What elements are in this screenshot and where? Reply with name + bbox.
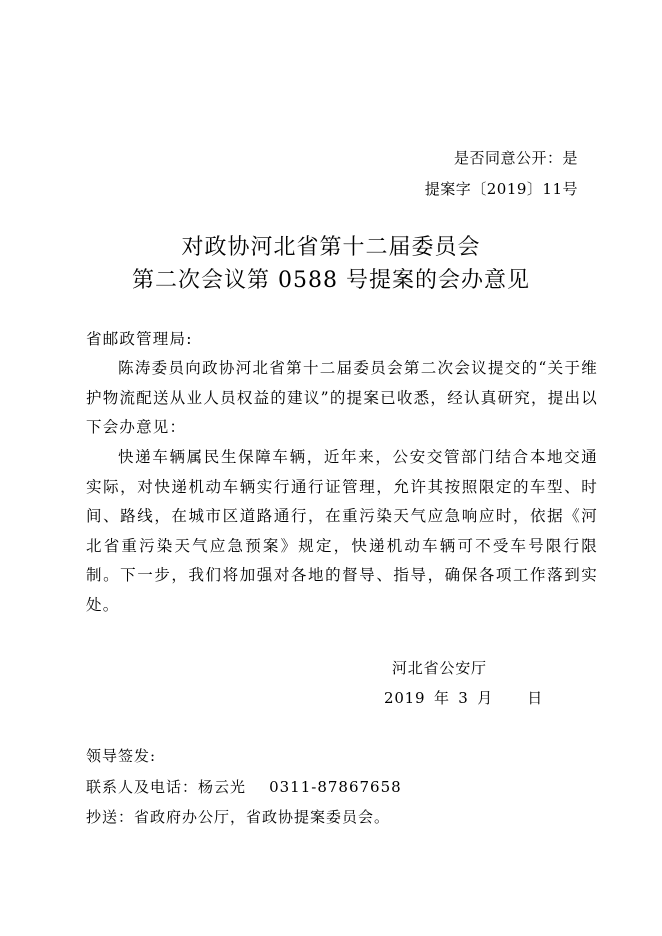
signing-date: 2019 年 3 月 日	[384, 689, 544, 707]
document-title-line-2: 第二次会议第 0588 号提案的会办意见	[132, 268, 530, 293]
body-paragraph-1: 陈涛委员向政协河北省第十二届委员会第二次会议提交的“关于维护物流配送从业人员权益的建议”的提案已收悉，经认真研究，提出以下会办意见：	[86, 359, 598, 436]
contact-info: 联系人及电话：杨云光 0311-87867658	[86, 778, 402, 796]
carbon-copy-line: 抄送：省政府办公厅，省政协提案委员会。	[86, 808, 391, 826]
proposal-number-line: 提案字〔2019〕11号	[424, 180, 578, 198]
signing-organization: 河北省公安厅	[392, 659, 487, 677]
public-consent-line: 是否同意公开：是	[453, 149, 578, 167]
addressee: 省邮政管理局:	[86, 330, 193, 348]
leader-sign-label: 领导签发:	[86, 747, 157, 765]
body-paragraph-2: 快递车辆属民生保障车辆，近年来，公安交管部门结合本地交通实际，对快递机动车辆实行通行证管理，允许其按照限定的车型、时间、路线，在城市区道路通行，在重污染天气应急响应时，依据《河北省重污染天气应急预案》规定，快递机动车辆可不受车号限行限制。下一步，我们将加强对各地的督导、指导，确保各项工作落到实处。	[86, 448, 598, 614]
document-title-line-1: 对政协河北省第十二届委员会	[181, 235, 481, 260]
